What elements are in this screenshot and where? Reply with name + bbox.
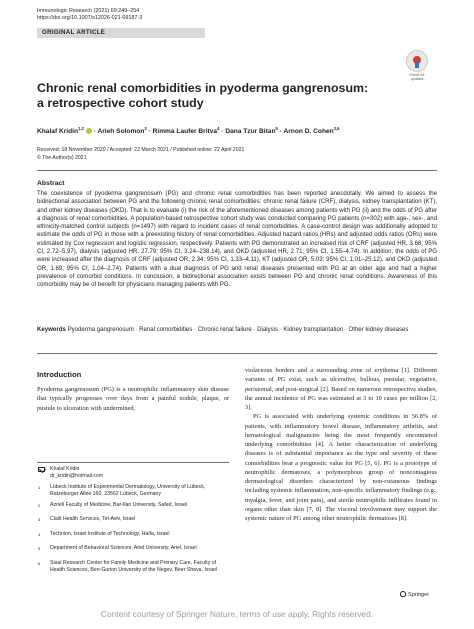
springer-horse-icon [400, 591, 406, 597]
keywords [37, 326, 437, 334]
author-name[interactable]: Dana Tzur Bitan [225, 128, 276, 136]
affiliation-item: $^1$ Lübeck Institute of Experimental Dermatology, University of Lübeck, Ratzeburger Allee 160, 23562 Lübeck, Germany [37, 484, 229, 498]
author-name[interactable]: Rimma Laufer Britva [152, 128, 218, 136]
section-heading-introduction: Introduction [37, 370, 82, 379]
keywords-label: Keywords [37, 327, 66, 333]
divider [37, 353, 437, 354]
affiliation-item: $^4$ Technion, Israel Institute of Technology, Haifa, Israel [37, 531, 229, 542]
affiliation-text: Azrieli Faculty of Medicine, Bar-Ilan University, Safed, Israel [50, 501, 188, 508]
correspondence-email[interactable]: dr_kridin@hotmail.com [50, 473, 104, 479]
correspondence-name: Khalaf Kridin [50, 466, 80, 472]
affiliation-text: Siaal Research Center for Family Medicine and Primary Care, Faculty of Health Sciences, Ben-Gurion University of the Negev, Beer Sheva, Israel [50, 559, 218, 573]
envelope-icon [38, 467, 45, 472]
affiliation-text: Technion, Israel Institute of Technology, Haifa, Israel [50, 530, 170, 537]
divider [37, 170, 437, 171]
doi-link[interactable]: https://doi.org/10.1007/s12026-021-09187-3 [37, 15, 143, 21]
journal-citation: Immunologic Research (2021) 69:249–254 [37, 8, 140, 14]
author-affiliation-mark: 3,6 [333, 126, 340, 131]
left-column [37, 366, 229, 413]
author-name[interactable]: Arnon D. Cohen [283, 128, 334, 136]
correspondence [37, 466, 229, 480]
title-line-1: Chronic renal comorbidities in pyoderma gangrenosum: [37, 81, 369, 95]
author-name[interactable]: Arieh Solomon [97, 128, 145, 136]
author-name[interactable]: Khalaf Kridin [37, 128, 79, 136]
courtesy-notice: Content courtesy of Springer Nature, terms of use apply. Rights reserved. [100, 609, 374, 619]
publisher-name: Springer [408, 592, 430, 598]
copyright-line: © The Author(s) 2021 [37, 154, 87, 161]
article-type-label: ORIGINAL ARTICLE [37, 28, 205, 38]
affiliation-item: $^6$ Siaal Research Center for Family Medicine and Primary Care, Faculty of Health Sciences, Ben-Gurion University of the Negev, Beer Sheva, Israel [37, 560, 229, 574]
author-affiliation-mark: 1,2 [78, 126, 84, 131]
author-affiliation-mark: 4 [217, 126, 220, 131]
orcid-icon[interactable] [86, 128, 92, 134]
affiliation-item: $^2$ Azrieli Faculty of Medicine, Bar-Ilan University, Safed, Israel [37, 502, 229, 513]
article-title [37, 81, 417, 111]
title-line-2: a retrospective cohort study [37, 96, 204, 110]
affiliation-item: $^5$ Department of Behavioral Sciences, Ariel University, Ariel, Israel [37, 545, 229, 556]
author-list: Khalaf Kridin$^{1,2}$ · Arieh Solomon$^3$ · Rimma Laufer Britva$^4$ · Dana Tzur Bitan$^5$ · Arnon D. Cohen$^{3,6}$ [37, 126, 340, 136]
footnote-divider [37, 462, 229, 463]
affiliation-item: $^3$ Clalit Health Services, Tel-Aviv, Israel [37, 516, 229, 527]
abstract-text: The coexistence of pyoderma gangrenosum (PG) and chronic renal comorbidities has been reported anecdotally. We aimed to assess the bidirectional association between PG and the following chronic renal comorbidities: chronic renal failure (CRF), dialysis, kidney transplantation (KT), and other kidney diseases (OKD). That is to evaluate (i) the risk of the aforementioned diseases among patients with PG (ii) and the odds of PG after a diagnosis of renal comorbidities. A population-based retrospective cohort study was conducted comparing PG patients (n=302) with age-, sex-, and ethnicity-matched control subjects (n=1497) with regard to incident cases of renal comorbidities. A case-control design was additionally adopted to estimate the odds of PG in those with a preexisting history of renal comorbidities. Adjusted hazard ratios (HRs) and adjusted odds ratios (ORs) were estimated by Cox regression and logistic regression, respectively. Patients with PG demonstrated an increased risk of CRF (adjusted HR, 3.68; 95% CI, 2.72–5.97), dialysis (adjusted HR, 27.79; 95% CI, 3.24–238.14), and OKD (adjusted HR, 2.71; 95% CI, 1.55–4.74). In addition, the odds of PG were increased after the diagnosis of CRF (adjusted OR, 2.34; 95% CI, 1.33–4.11), KT (adjusted OR, 5.03; 95% CI, 1.01–25.12), and OKD (adjusted OR, 1.69; 95% CI, 1.04–2.74). Patients with a dual diagnosis of PG and renal diseases presented with PG at an older age and had a higher prevalence of comorbid conditions. In conclusion, a bidirectional association exists between PG and chronic renal conditions. Awareness of this comorbidity may be of benefit for physicians managing patients with PG. [37, 191, 437, 289]
body-paragraph: violaceous borders and a surrounding zone of erythema [1]. Different variants of PG exist, such as ulcerative, bullous, pustular, vegetative, peristomal, and post-surgical [2]. Based on numerous retrospective studies, the annual incidence of PG was estimated at 3 to 10 cases per million [2, 3]. [245, 367, 437, 411]
affiliation-text: Department of Behavioral Sciences, Ariel University, Ariel, Israel [50, 545, 197, 552]
crossmark-icon [406, 50, 428, 72]
affiliation-text: Clalit Health Services, Tel-Aviv, Israel [50, 516, 136, 523]
body-paragraph: Pyoderma gangrenosum (PG) is a neutrophilic inflammatory skin disease that typically progresses over days from a painful nodule, plaque, or pustule to ulceration with undermined, [37, 386, 229, 412]
journal-reference [37, 8, 142, 22]
author-footnotes [37, 462, 229, 578]
crossmark-label: Check for updates [409, 73, 425, 82]
publication-dates [37, 147, 244, 162]
publisher-logo [400, 591, 429, 598]
check-for-updates-badge[interactable] [404, 50, 430, 82]
history-dates: Received: 18 November 2020 / Accepted: 22 March 2021 / Published online: 22 April 2021 [37, 147, 245, 153]
keywords-list: Pyoderma gangrenosum · Renal comorbidities · Chronic renal failure · Dialysis · Kidney transplantation · Other kidney diseases [67, 327, 409, 333]
author-affiliation-mark: 3 [144, 126, 147, 131]
body-paragraph: PG is associated with underlying systemic conditions in 56.8% of patients, with inflammatory bowel disease, inflammatory arthritis, and hematological malignancies being the most frequently encountered underlying comorbidities [4]. A better characterization of underlying diseases is of substantial importance as the type and severity of these comorbidities bear a prognostic value for PG [5, 6]. PG is a prototype of neutrophilic dermatoses, a polymorphous group of noncontagious dermatological disorders characterized by non-cutaneous findings including systemic inflammation, non-specific inflammatory findings (e.g., myalgia, fever, and joint pain), and sterile neutrophilic infiltrates found in organs other than skin [7, 8]. The visceral involvement may support the systemic nature of PG among other neutrophilic dermatoses [8]. [245, 413, 437, 522]
author-affiliation-mark: 5 [275, 126, 278, 131]
affiliation-text: Lübeck Institute of Experimental Dermatology, University of Lübeck, Ratzeburger Allee 160, 23562 Lübeck, Germany [50, 483, 206, 497]
abstract-heading: Abstract [37, 180, 65, 187]
right-column [245, 366, 437, 523]
